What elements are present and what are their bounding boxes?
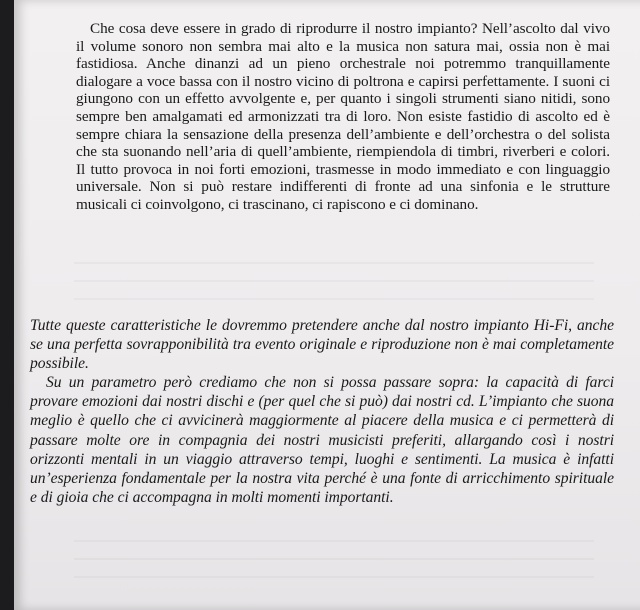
body-paragraph-1: Che cosa deve essere in grado di riprodurre il nostro impianto? Nell’ascolto dal vivo il volume sonoro non sembra mai alto e la musica non satura mai, ossia non è mai fastidiosa. Anche dinanzi ad un pieno orchestrale noi potremmo tranquillamente dialogare a voce bassa con il nostro vicino di poltrona e capirsi perfettamente. I suoni ci giungono con un effetto avvolgente e, per quanto i singoli strumenti siano nitidi, sono sempre ben amalgamati ed armonizzati tra di loro. Non esiste fastidio di ascolto ed è sempre chiara la sensazione della presenza dell’ambiente e dell’orchestra o del solista che sta suonando nell’aria di quell’ambiente, riempiendola di timbri, riverberi e colori. Il tutto provoca in noi forti emozioni, trasmesse in modo immediato e con linguaggio universale. Non si può restare indifferenti di fronte ad una sinfonia e le strutture musicali ci coinvolgono, ci trascinano, ci rapiscono e ci dominano. — [76, 20, 610, 213]
show-through-line — [74, 540, 594, 542]
show-through-line — [74, 262, 594, 264]
show-through-line — [74, 280, 594, 282]
show-through-line — [74, 576, 594, 578]
italic-paragraph-3: Su un parametro però crediamo che non si possa passare sopra: la capacità di farci provare emozioni dai nostri dischi e (per quel che si può) dai nostri cd. L’impianto che suona meglio è quello che ci avvicinerà maggiormente al piacere della musica e ci permetterà di passare molte ore in compagnia dei nostri musicisti preferiti, allargando così i nostri orizzonti mentali in un viaggio attraverso tempi, luoghi e sentimenti. La musica è infatti un’esperienza fondamentale per la nostra vita perché è una fonte di arricchimento spirituale e di gioia che ci accompagna in molti momenti importanti. — [30, 374, 614, 507]
show-through-line — [74, 558, 594, 560]
italic-paragraph-2: Tutte queste caratteristiche le dovremmo pretendere anche dal nostro impianto Hi-Fi, anche se una perfetta sovrapponibilità tra evento originale e riproduzione non è mai completamente possibile. — [30, 317, 614, 373]
show-through-line — [74, 298, 594, 300]
